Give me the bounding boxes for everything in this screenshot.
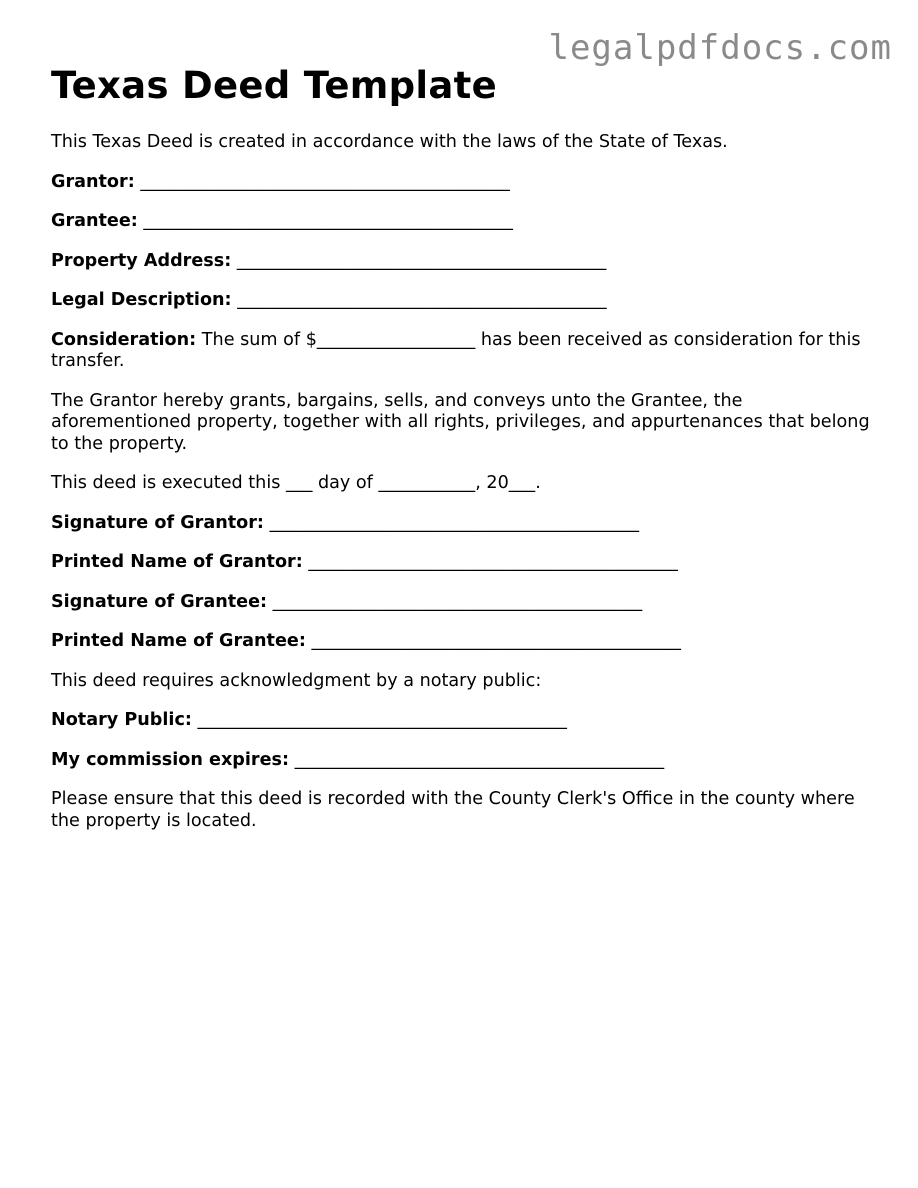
- notary-public-blank[interactable]: __________________________________________: [197, 710, 567, 730]
- execution-date-line[interactable]: This deed is executed this ___ day of ___________, 20___.: [51, 473, 541, 493]
- grantee-signature-label: Signature of Grantee:: [51, 591, 268, 612]
- grantor-label: Grantor:: [51, 171, 135, 192]
- document-body: [51, 62, 881, 832]
- grantee-signature-blank[interactable]: __________________________________________: [272, 591, 643, 612]
- property-address-field: [51, 251, 881, 273]
- property-address-label: Property Address:: [51, 250, 232, 271]
- grantor-signature-blank[interactable]: __________________________________________: [269, 512, 640, 533]
- grantor-printed-name-blank[interactable]: __________________________________________: [308, 552, 678, 572]
- recording-note: Please ensure that this deed is recorded with the County Clerk's Office in the county where the property is located.: [51, 789, 855, 831]
- legal-description-blank[interactable]: __________________________________________: [237, 290, 607, 310]
- property-address-blank[interactable]: __________________________________________: [236, 250, 607, 271]
- commission-expires-blank[interactable]: __________________________________________: [294, 749, 665, 770]
- grant-clause: The Grantor hereby grants, bargains, sells, and conveys unto the Grantee, the aforementioned property, together with all rights, privileges, and appurtenances that belong to the property.: [51, 390, 870, 454]
- grantee-printed-name-label: Printed Name of Grantee:: [51, 631, 306, 651]
- legal-description-label: Legal Description:: [51, 290, 232, 310]
- intro-text: This Texas Deed is created in accordance with the laws of the State of Texas.: [51, 132, 728, 152]
- grantee-label: Grantee:: [51, 211, 138, 231]
- grantee-signature-field: [51, 592, 881, 614]
- notary-public-field: [51, 710, 881, 732]
- grantor-signature-field: [51, 513, 881, 535]
- grantee-printed-name-blank[interactable]: __________________________________________: [311, 631, 681, 651]
- watermark: legalpdfdocs.com: [548, 28, 892, 68]
- grantor-field: [51, 172, 881, 194]
- consideration-field: [51, 330, 881, 373]
- grantor-printed-name-field: [51, 552, 881, 574]
- document-title: Texas Deed Template: [51, 64, 498, 107]
- grantee-field: [51, 211, 881, 233]
- grantee-printed-name-field: [51, 631, 881, 653]
- consideration-label: Consideration:: [51, 329, 197, 350]
- legal-description-field: [51, 290, 881, 312]
- grantor-signature-label: Signature of Grantor:: [51, 512, 264, 533]
- grantee-blank[interactable]: __________________________________________: [143, 211, 513, 231]
- notary-intro: This deed requires acknowledgment by a notary public:: [51, 670, 542, 691]
- consideration-text[interactable]: The sum of $__________________ has been received as consideration for this transfer.: [51, 329, 861, 371]
- grantor-blank[interactable]: __________________________________________: [140, 171, 510, 192]
- commission-expires-label: My commission expires:: [51, 749, 290, 770]
- notary-public-label: Notary Public:: [51, 710, 192, 730]
- commission-expires-field: [51, 750, 881, 772]
- grantor-printed-name-label: Printed Name of Grantor:: [51, 552, 303, 572]
